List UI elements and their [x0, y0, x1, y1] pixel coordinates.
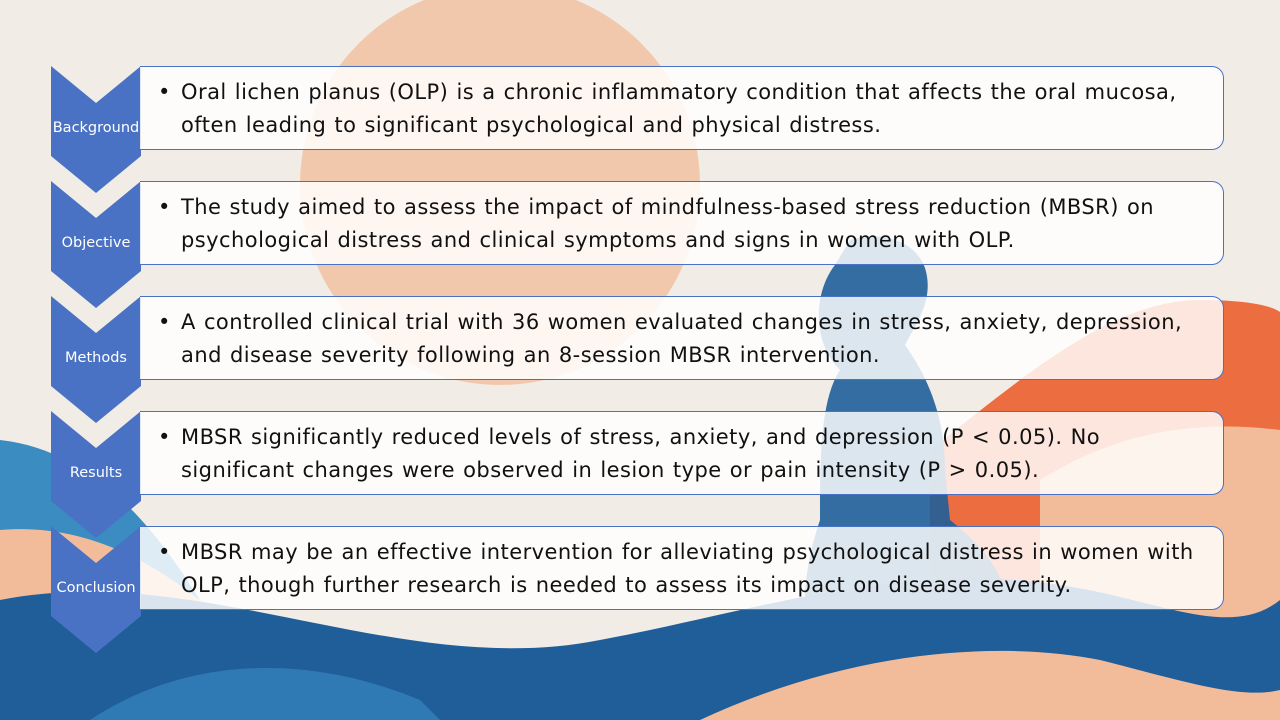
chevron-methods: [51, 296, 141, 423]
step-label: Conclusion: [56, 580, 136, 596]
bullet-icon: •: [158, 540, 171, 564]
bullet-icon: •: [158, 310, 171, 334]
bullet-icon: •: [158, 195, 171, 219]
chevron-background: [51, 66, 141, 193]
chevron-objective: [51, 181, 141, 308]
bullet-icon: •: [158, 425, 171, 449]
step-row-results: [0, 411, 1280, 526]
step-text: A controlled clinical trial with 36 women evaluated changes in stress, anxiety, depression, and disease severity following an 8-session MBSR intervention.: [181, 310, 1183, 367]
step-label: Background: [52, 120, 140, 136]
chevron-conclusion: [51, 526, 141, 653]
bullet-icon: •: [158, 80, 171, 104]
step-text: MBSR may be an effective intervention for alleviating psychological distress in women with OLP, though further research is needed to assess its impact on disease severity.: [181, 540, 1194, 597]
step-row-conclusion: [0, 526, 1280, 641]
step-text: MBSR significantly reduced levels of stress, anxiety, and depression (P < 0.05). No significant changes were observed in lesion type or pain intensity (P > 0.05).: [181, 425, 1101, 482]
step-row-objective: [0, 181, 1280, 296]
content-box: [140, 296, 1224, 380]
step-row-methods: [0, 296, 1280, 411]
step-text: Oral lichen planus (OLP) is a chronic inflammatory condition that affects the oral mucosa, often leading to significant psychological and physical distress.: [181, 80, 1177, 137]
step-label: Methods: [65, 350, 127, 366]
content-box: [140, 526, 1224, 610]
content-box: [140, 181, 1224, 265]
content-box: [140, 411, 1224, 495]
chevron-results: [51, 411, 141, 538]
content-box: [140, 66, 1224, 150]
step-row-background: [0, 66, 1280, 181]
step-label: Results: [69, 465, 123, 481]
step-label: Objective: [61, 235, 131, 251]
step-text: The study aimed to assess the impact of mindfulness-based stress reduction (MBSR) on psychological distress and clinical symptoms and signs in women with OLP.: [181, 195, 1155, 252]
